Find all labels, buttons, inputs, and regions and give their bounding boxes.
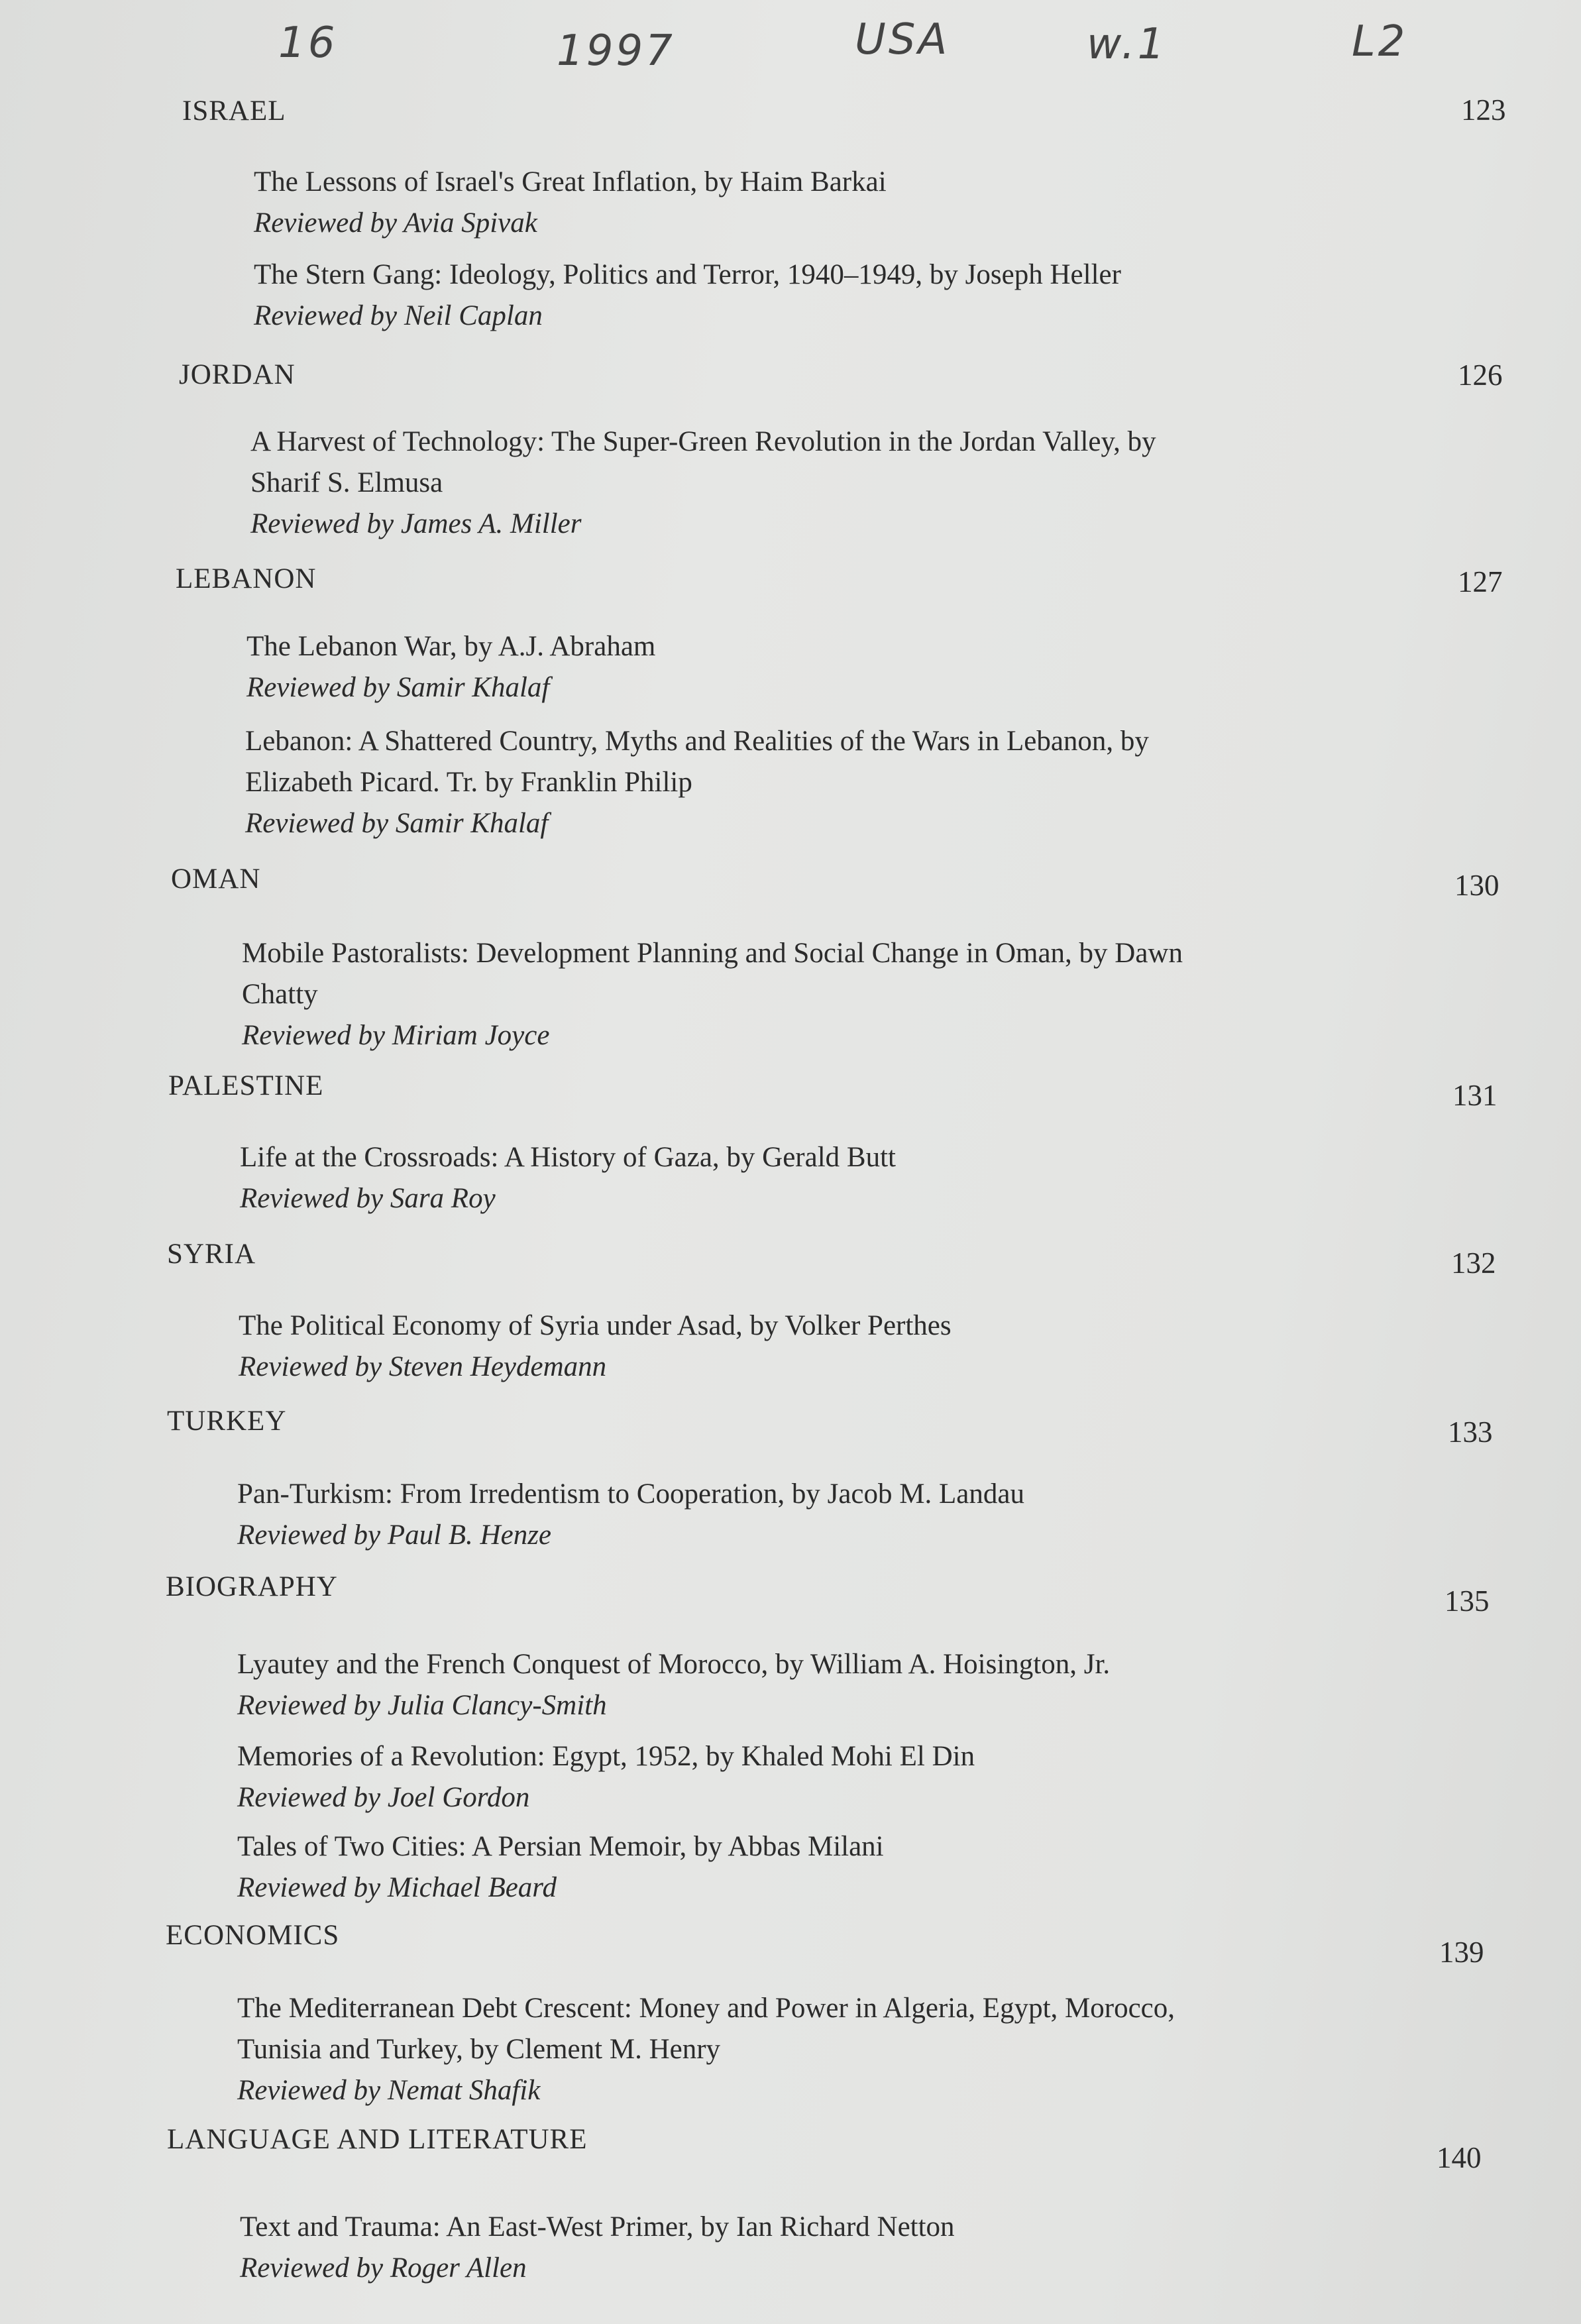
section-title: SYRIA xyxy=(167,1239,256,1270)
entry-title-continued: Elizabeth Picard. Tr. by Franklin Philip xyxy=(245,767,692,798)
entry-reviewer: Reviewed by James A. Miller xyxy=(250,508,582,539)
toc-entry xyxy=(242,933,1183,1056)
section-title: OMAN xyxy=(171,863,261,895)
entry-reviewer: Reviewed by Steven Heydemann xyxy=(239,1351,607,1382)
section-page-number: 127 xyxy=(1458,565,1503,598)
section-page-number: 132 xyxy=(1451,1246,1496,1280)
section-title: LEBANON xyxy=(176,563,317,594)
entry-reviewer: Reviewed by Nemat Shafik xyxy=(237,2075,541,2106)
toc-entry xyxy=(237,1988,1175,2111)
section-page-number: 131 xyxy=(1452,1079,1498,1112)
entry-title: Lebanon: A Shattered Country, Myths and Realities of the Wars in Lebanon, by xyxy=(245,726,1149,757)
entry-reviewer: Reviewed by Samir Khalaf xyxy=(245,808,549,839)
section-page-number: 135 xyxy=(1445,1584,1490,1618)
section-page-number: 123 xyxy=(1461,93,1506,127)
toc-entry xyxy=(245,721,1149,844)
entry-reviewer: Reviewed by Avia Spivak xyxy=(254,207,537,239)
entry-reviewer: Reviewed by Sara Roy xyxy=(240,1183,496,1214)
entry-reviewer: Reviewed by Paul B. Henze xyxy=(237,1520,552,1551)
toc-entry xyxy=(254,162,887,244)
toc-entry xyxy=(240,2207,955,2289)
entry-title: Tales of Two Cities: A Persian Memoir, by Abbas Milani xyxy=(237,1831,884,1862)
entry-title: The Political Economy of Syria under Asad, by Volker Perthes xyxy=(239,1310,952,1341)
toc-entry xyxy=(237,1826,884,1909)
section-page-number: 140 xyxy=(1437,2141,1482,2174)
toc-entry xyxy=(240,1137,896,1219)
handwritten-notes xyxy=(0,12,1581,85)
entry-title: The Lebanon War, by A.J. Abraham xyxy=(246,631,656,662)
entry-title: Lyautey and the French Conquest of Morocco, by William A. Hoisington, Jr. xyxy=(237,1649,1111,1680)
entry-title: The Mediterranean Debt Crescent: Money and Power in Algeria, Egypt, Morocco, xyxy=(237,1993,1175,2024)
handwritten-note: L2 xyxy=(1352,17,1408,66)
entry-reviewer: Reviewed by Samir Khalaf xyxy=(246,672,550,703)
entry-title: The Stern Gang: Ideology, Politics and Terror, 1940–1949, by Joseph Heller xyxy=(254,259,1121,290)
toc-entry xyxy=(237,1474,1024,1556)
section-title: TURKEY xyxy=(167,1406,287,1437)
toc-entry xyxy=(237,1644,1110,1726)
handwritten-note: USA xyxy=(855,15,950,64)
toc-entry xyxy=(254,254,1121,337)
toc-entry xyxy=(239,1305,952,1388)
entry-title-continued: Chatty xyxy=(242,979,318,1010)
section-title: BIOGRAPHY xyxy=(166,1571,338,1602)
entry-title: The Lessons of Israel's Great Inflation, by Haim Barkai xyxy=(254,166,887,197)
section-page-number: 126 xyxy=(1458,359,1503,392)
entry-reviewer: Reviewed by Michael Beard xyxy=(237,1872,557,1903)
entry-reviewer: Reviewed by Neil Caplan xyxy=(254,300,543,331)
section-page-number: 130 xyxy=(1454,869,1499,902)
entry-title: A Harvest of Technology: The Super-Green Revolution in the Jordan Valley, by xyxy=(250,426,1156,457)
section-title: ECONOMICS xyxy=(166,1920,340,1951)
entry-title: Pan-Turkism: From Irredentism to Cooperation, by Jacob M. Landau xyxy=(237,1478,1024,1510)
handwritten-note: w.1 xyxy=(1087,20,1168,69)
toc-entry xyxy=(250,421,1156,545)
entry-reviewer: Reviewed by Joel Gordon xyxy=(237,1782,530,1813)
section-page-number: 139 xyxy=(1439,1936,1484,1969)
section-title: JORDAN xyxy=(179,359,296,390)
entry-reviewer: Reviewed by Julia Clancy-Smith xyxy=(237,1690,607,1721)
section-title: LANGUAGE AND LITERATURE xyxy=(167,2124,588,2155)
entry-title-continued: Sharif S. Elmusa xyxy=(250,467,443,498)
entry-reviewer: Reviewed by Miriam Joyce xyxy=(242,1020,550,1051)
toc-entry xyxy=(237,1736,975,1818)
section-page-number: 133 xyxy=(1448,1415,1493,1449)
toc-entry xyxy=(246,626,655,708)
handwritten-note: 16 xyxy=(278,19,338,68)
entry-reviewer: Reviewed by Roger Allen xyxy=(240,2252,527,2284)
section-title: PALESTINE xyxy=(168,1070,324,1101)
section-title: ISRAEL xyxy=(182,95,286,127)
handwritten-note: 1997 xyxy=(557,27,675,76)
entry-title: Life at the Crossroads: A History of Gaza, by Gerald Butt xyxy=(240,1142,896,1173)
entry-title: Memories of a Revolution: Egypt, 1952, by Khaled Mohi El Din xyxy=(237,1741,975,1772)
entry-title: Text and Trauma: An East-West Primer, by Ian Richard Netton xyxy=(240,2211,955,2242)
entry-title-continued: Tunisia and Turkey, by Clement M. Henry xyxy=(237,2034,721,2065)
entry-title: Mobile Pastoralists: Development Planning and Social Change in Oman, by Dawn xyxy=(242,938,1183,969)
